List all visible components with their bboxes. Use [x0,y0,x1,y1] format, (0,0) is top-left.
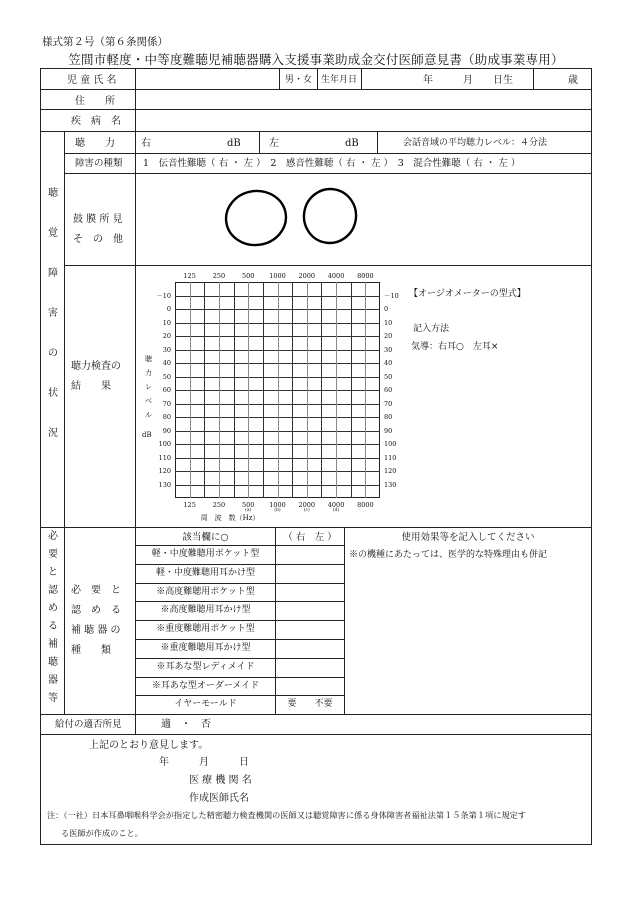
freq-tick-bottom: 1000 [269,501,286,509]
side-char: 必 [48,531,58,542]
grid-line [307,282,308,498]
level-tick-right: 80 [384,413,393,421]
freq-tick-bottom: 500 [241,501,255,509]
suitability-choice[interactable]: 適 ・ 否 [161,719,211,730]
hearing-aid-side-label [47,532,59,712]
child-name-field[interactable] [136,69,279,89]
freq-tick-top: 1000 [269,272,286,280]
level-tick-left: 20 [162,332,171,340]
aid-type-label-1: 必 要 と [71,585,121,596]
level-tick-right: 50 [384,372,393,381]
opinion-statement: 上記のとおり意見します。 [89,740,209,751]
left-eardrum-outline [300,187,361,247]
y-axis-label-char: 聴 [145,355,152,363]
disease-label: 疾 病 名 [71,116,121,127]
side-char: 認 [48,585,58,596]
side-char: 等 [48,693,58,704]
form-number: 様式第２号（第６条関係） [42,36,168,48]
footnote-line-1: 注：（一社）日本耳鼻咽喉科学会が指定した精密聴力検査機関の医師又は聴覚障害に係る身体障害者福祉法第１５条第１項に規定す [47,810,526,820]
aid-item-label: 軽・中度難聴用耳かけ型 [155,567,255,578]
y-axis-label-char: 力 [145,369,152,377]
sex-choice[interactable]: 男・女 [285,75,313,85]
address-field[interactable] [136,90,591,109]
freq-tick-bottom: 250 [212,501,226,509]
level-tick-right: 60 [384,386,393,394]
level-tick-right: 70 [384,399,393,408]
aid-item-label: ※高度難聴用ポケット型 [156,586,255,597]
grid-line [234,282,235,498]
level-tick-left: 10 [162,318,171,327]
aid-item-label: ※重度難聴用ポケット型 [156,624,255,635]
aid-header-side: （ 右 左 ） [283,532,337,543]
level-tick-right: 130 [384,480,397,489]
y-axis-unit: dB [142,431,152,439]
freq-tick-top: 2000 [298,272,316,280]
side-char: 聴 [48,188,58,199]
eardrum-label-1: 鼓 膜 所 見 [73,214,123,225]
freq-tick-bottom: 2000 [298,501,316,509]
grid-line [263,282,264,498]
footnote-line-2: る医師が作成のこと。 [61,828,143,838]
side-char: 器 [48,675,58,686]
doctor-name-label: 作成医師氏名 [189,793,249,804]
eardrum-label-2: そ の 他 [73,234,123,245]
earmold-choice[interactable]: 要 不要 [287,699,333,710]
level-tick-right: －10 [384,291,399,300]
freq-tick-top: 4000 [327,272,345,280]
grid-line [278,282,279,498]
left-db-unit: dB [345,138,359,149]
entry-method-label: 記入方法 [413,324,450,334]
level-tick-right: 120 [384,467,397,475]
aid-header-check: 該当欄に○ [182,532,229,543]
grid-line [292,282,293,498]
aid-item-label: ※高度難聴用耳かけ型 [160,605,251,616]
side-char: る [48,621,58,632]
x-axis-label: 周 波 数（Hz） [200,514,260,522]
side-char: め [48,603,58,614]
y-axis-label-char: ル [145,411,152,419]
dob-label: 生年月日 [321,75,358,85]
level-tick-right: 10 [384,318,393,327]
aid-type-label-3: 補 聴 器 の [71,625,121,636]
level-tick-left: 70 [162,399,171,408]
entry-method-text: 気導：右耳○ 左耳× [411,342,499,352]
level-tick-right: 40 [384,359,393,367]
freq-tick-top: 125 [183,272,196,280]
grid-line [248,282,249,498]
average-level-label: 会話音域の平均聴力レベル：４分法 [403,138,548,148]
y-axis-label-char: レ [145,383,152,391]
level-tick-left: 60 [162,386,171,394]
right-eardrum-outline [223,187,290,249]
side-char: と [48,567,58,578]
hearing-test-label-1: 聴力検査の [71,361,121,372]
dob-month-label: 月 [463,75,473,86]
hearing-label: 聴 力 [75,138,115,149]
side-char: 状 [48,388,58,399]
freq-tick-top: 250 [212,272,226,280]
aid-item-label: ※耳あな型レディメイド [156,661,255,672]
side-char: 要 [48,549,58,560]
age-label: 歳 [568,75,578,86]
form-title: 笠間市軽度・中等度難聴児補聴器購入支援事業助成金交付医師意見書（助成事業専用） [68,52,564,67]
side-char: 障 [48,268,58,279]
disorder-type-options[interactable]: 1 伝音性難聴（ 右 ・ 左 ） 2 感音性難聴（ 右 ・ 左 ） 3 混合性難聴（ 右 ・ 左 ） [143,158,521,169]
level-tick-right: 100 [384,440,397,448]
level-tick-right: 110 [384,453,397,462]
audiogram-chart[interactable] [137,267,405,525]
aid-item-label: イヤーモールド [174,699,237,710]
freq-subtick: (a) [245,508,252,513]
medical-institution-label: 医 療 機 関 名 [189,775,252,786]
aid-item-label: ※重度難聴用耳かけ型 [160,643,251,653]
aid-type-label-4: 種 類 [71,645,111,656]
level-tick-left: 0 [166,305,171,313]
hearing-status-side-label [47,189,59,469]
address-label: 住 所 [75,96,115,107]
disease-field[interactable] [136,110,591,131]
y-axis-label-char: ベ [145,397,152,405]
aid-item-label: 軽・中度難聴用ポケット型 [151,549,260,559]
disorder-type-label: 障害の種類 [75,158,123,169]
dob-year-label: 年 [423,75,433,86]
aid-item-label: ※耳あな型オーダーメイド [151,680,260,691]
level-tick-right: 90 [384,426,393,435]
level-tick-left: 90 [162,426,171,435]
suitability-label: 給付の適否所見 [55,719,122,730]
level-tick-left: －10 [156,291,171,300]
level-tick-right: 30 [384,345,393,354]
aid-effect-field[interactable] [345,545,591,714]
dob-day-label: 日生 [493,75,513,86]
freq-tick-top: 500 [241,272,255,280]
freq-tick-bottom: 8000 [357,501,374,509]
side-char: 聴 [48,657,58,668]
aid-header-effect: 使用効果等を記入してください [401,532,535,543]
level-tick-right: 0 [384,305,389,313]
side-char: 況 [48,428,58,439]
hearing-test-label-2: 結 果 [71,381,111,392]
aid-type-label-2: 認 め る [71,605,121,616]
audiometer-model-label: 【オージオメーターの型式】 [409,289,526,299]
child-name-label: 児 童 氏 名 [67,75,117,86]
level-tick-left: 110 [158,453,171,462]
grid-line [204,282,205,498]
level-tick-left: 30 [162,345,171,354]
grid-line [336,282,337,498]
side-char: 補 [48,639,58,650]
freq-tick-bottom: 125 [183,501,196,509]
opinion-date: 年 月 日 [159,757,249,768]
right-ear-label: 右 [141,138,151,149]
side-char: の [48,348,58,359]
freq-tick-top: 8000 [357,272,374,280]
side-char: 害 [48,308,58,319]
level-tick-left: 40 [162,359,171,367]
freq-subtick: (b) [274,508,281,513]
grid-line [351,282,352,498]
form-frame [40,68,592,845]
side-char: 覚 [48,228,58,239]
level-tick-left: 120 [158,467,171,475]
level-tick-left: 80 [162,413,171,421]
left-ear-label: 左 [269,138,279,149]
level-tick-left: 100 [158,440,171,448]
freq-subtick: (d) [332,508,340,513]
freq-tick-bottom: 4000 [327,501,345,509]
eardrum-diagram [219,187,369,249]
aid-note: ※の機種にあたっては、医学的な特殊理由も併記 [349,550,548,560]
level-tick-right: 20 [384,332,393,340]
right-db-unit: dB [227,138,241,149]
grid-line [321,282,322,498]
grid-line [365,282,366,498]
grid-line [219,282,220,498]
level-tick-left: 130 [158,480,171,489]
grid-line [190,282,191,498]
level-tick-left: 50 [162,372,171,381]
freq-subtick: (c) [303,508,310,513]
